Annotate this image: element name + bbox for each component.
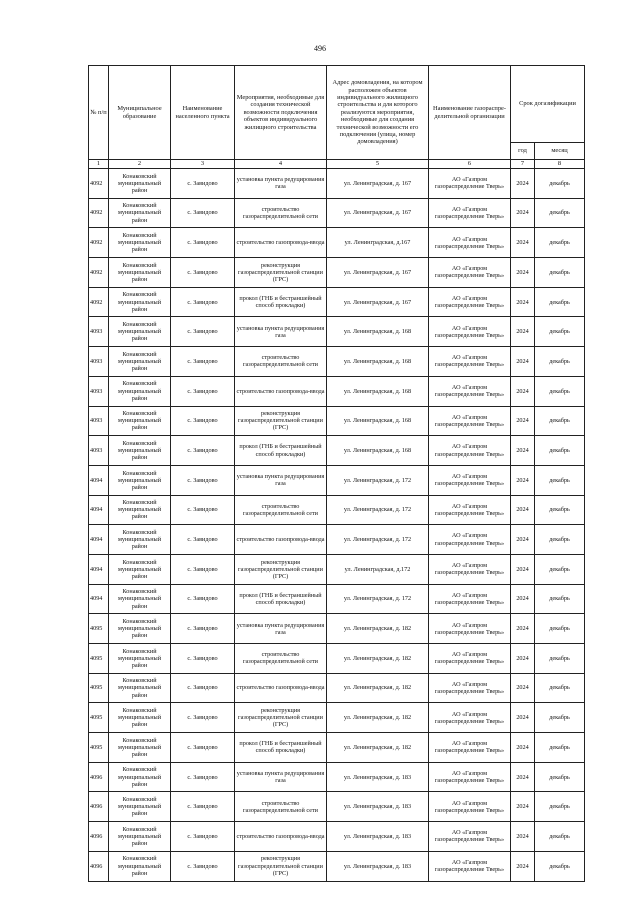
- organization-cell: АО «Газпром газораспределение Тверь»: [429, 792, 511, 822]
- year-cell: 2024: [511, 733, 535, 763]
- organization-cell: АО «Газпром газораспределение Тверь»: [429, 673, 511, 703]
- municipality-cell: Конаковский муниципальный район: [109, 703, 171, 733]
- year-cell: 2024: [511, 317, 535, 347]
- table-row: [89, 406, 585, 436]
- municipality-cell: Конаковский муниципальный район: [109, 287, 171, 317]
- address-cell: ул. Ленинградская, д.167: [327, 228, 429, 258]
- municipality-cell: Конаковский муниципальный район: [109, 851, 171, 881]
- table-row: [89, 703, 585, 733]
- municipality-cell: Конаковский муниципальный район: [109, 406, 171, 436]
- row-number-cell: 4093: [89, 406, 109, 436]
- header-month: месяц: [535, 143, 585, 160]
- organization-cell: АО «Газпром газораспределение Тверь»: [429, 584, 511, 614]
- year-cell: 2024: [511, 822, 535, 852]
- address-cell: ул. Ленинградская, д. 168: [327, 406, 429, 436]
- activity-cell: реконструкция газораспределительной станции (ГРС): [235, 258, 327, 288]
- municipality-cell: Конаковский муниципальный район: [109, 584, 171, 614]
- header-year: год: [511, 143, 535, 160]
- organization-cell: АО «Газпром газораспределение Тверь»: [429, 258, 511, 288]
- address-cell: ул. Ленинградская, д. 172: [327, 465, 429, 495]
- organization-cell: АО «Газпром газораспределение Тверь»: [429, 525, 511, 555]
- year-cell: 2024: [511, 644, 535, 674]
- year-cell: 2024: [511, 258, 535, 288]
- municipality-cell: Конаковский муниципальный район: [109, 317, 171, 347]
- month-cell: декабрь: [535, 376, 585, 406]
- address-cell: ул. Ленинградская, д. 172: [327, 495, 429, 525]
- activity-cell: установка пункта редуцирования газа: [235, 762, 327, 792]
- activity-cell: реконструкция газораспределительной станции (ГРС): [235, 554, 327, 584]
- municipality-cell: Конаковский муниципальный район: [109, 554, 171, 584]
- activity-cell: строительство газопровода-ввода: [235, 525, 327, 555]
- table-row: [89, 258, 585, 288]
- year-cell: 2024: [511, 851, 535, 881]
- municipality-cell: Конаковский муниципальный район: [109, 436, 171, 466]
- settlement-cell: с. Завидово: [171, 228, 235, 258]
- table-row: [89, 525, 585, 555]
- row-number-cell: 4096: [89, 851, 109, 881]
- year-cell: 2024: [511, 228, 535, 258]
- gasification-table: [88, 65, 585, 882]
- row-number-cell: 4093: [89, 347, 109, 377]
- month-cell: декабрь: [535, 584, 585, 614]
- month-cell: декабрь: [535, 317, 585, 347]
- month-cell: декабрь: [535, 436, 585, 466]
- organization-cell: АО «Газпром газораспределение Тверь»: [429, 762, 511, 792]
- settlement-cell: с. Завидово: [171, 258, 235, 288]
- row-number-cell: 4095: [89, 703, 109, 733]
- address-cell: ул. Ленинградская, д. 168: [327, 347, 429, 377]
- month-cell: декабрь: [535, 614, 585, 644]
- settlement-cell: с. Завидово: [171, 554, 235, 584]
- table-body: [89, 169, 585, 882]
- address-cell: ул. Ленинградская, д. 182: [327, 644, 429, 674]
- address-cell: ул. Ленинградская, д. 182: [327, 703, 429, 733]
- table-row: [89, 792, 585, 822]
- activity-cell: строительство газораспределительной сети: [235, 198, 327, 228]
- settlement-cell: с. Завидово: [171, 733, 235, 763]
- settlement-cell: с. Завидово: [171, 614, 235, 644]
- address-cell: ул. Ленинградская, д. 183: [327, 822, 429, 852]
- row-number-cell: 4094: [89, 465, 109, 495]
- row-number-cell: 4094: [89, 495, 109, 525]
- settlement-cell: с. Завидово: [171, 406, 235, 436]
- organization-cell: АО «Газпром газораспределение Тверь»: [429, 169, 511, 199]
- month-cell: декабрь: [535, 733, 585, 763]
- row-number-cell: 4096: [89, 822, 109, 852]
- row-number-cell: 4095: [89, 733, 109, 763]
- activity-cell: прокол (ГНБ и бестраншейный способ прокладки): [235, 287, 327, 317]
- settlement-cell: с. Завидово: [171, 644, 235, 674]
- settlement-cell: с. Завидово: [171, 584, 235, 614]
- activity-cell: строительство газораспределительной сети: [235, 792, 327, 822]
- activity-cell: прокол (ГНБ и бестраншейный способ прокладки): [235, 733, 327, 763]
- table-header: [89, 66, 585, 169]
- header-municipality: Муниципальное образование: [109, 66, 171, 160]
- year-cell: 2024: [511, 703, 535, 733]
- address-cell: ул. Ленинградская, д.172: [327, 554, 429, 584]
- activity-cell: прокол (ГНБ и бестраншейный способ прокладки): [235, 584, 327, 614]
- table-row: [89, 733, 585, 763]
- header-address: Адрес домовладения, на котором расположен объектов индивидуального жилищного строительства и для которого реализуются мероприятия, необходимые для создания технической возможности его подключения (улица, номер домовладения): [327, 66, 429, 160]
- activity-cell: строительство газораспределительной сети: [235, 347, 327, 377]
- column-number: 7: [511, 160, 535, 169]
- year-cell: 2024: [511, 762, 535, 792]
- address-cell: ул. Ленинградская, д. 168: [327, 436, 429, 466]
- address-cell: ул. Ленинградская, д. 168: [327, 317, 429, 347]
- settlement-cell: с. Завидово: [171, 851, 235, 881]
- month-cell: декабрь: [535, 525, 585, 555]
- month-cell: декабрь: [535, 228, 585, 258]
- activity-cell: строительство газопровода-ввода: [235, 228, 327, 258]
- activity-cell: строительство газораспределительной сети: [235, 495, 327, 525]
- address-cell: ул. Ленинградская, д. 167: [327, 169, 429, 199]
- row-number-cell: 4094: [89, 584, 109, 614]
- table-row: [89, 198, 585, 228]
- table-row: [89, 584, 585, 614]
- organization-cell: АО «Газпром газораспределение Тверь»: [429, 406, 511, 436]
- column-number: 8: [535, 160, 585, 169]
- header-num: № п/п: [89, 66, 109, 160]
- table-row: [89, 465, 585, 495]
- year-cell: 2024: [511, 436, 535, 466]
- column-number: 1: [89, 160, 109, 169]
- activity-cell: установка пункта редуцирования газа: [235, 614, 327, 644]
- table-row: [89, 169, 585, 199]
- settlement-cell: с. Завидово: [171, 465, 235, 495]
- header-settlement: Наименование населенного пункта: [171, 66, 235, 160]
- row-number-cell: 4092: [89, 258, 109, 288]
- year-cell: 2024: [511, 584, 535, 614]
- settlement-cell: с. Завидово: [171, 376, 235, 406]
- year-cell: 2024: [511, 376, 535, 406]
- table-row: [89, 347, 585, 377]
- activity-cell: установка пункта редуцирования газа: [235, 169, 327, 199]
- row-number-cell: 4092: [89, 287, 109, 317]
- table-row: [89, 228, 585, 258]
- month-cell: декабрь: [535, 673, 585, 703]
- row-number-cell: 4093: [89, 317, 109, 347]
- address-cell: ул. Ленинградская, д. 182: [327, 614, 429, 644]
- month-cell: декабрь: [535, 495, 585, 525]
- activity-cell: реконструкция газораспределительной станции (ГРС): [235, 406, 327, 436]
- month-cell: декабрь: [535, 851, 585, 881]
- organization-cell: АО «Газпром газораспределение Тверь»: [429, 851, 511, 881]
- municipality-cell: Конаковский муниципальный район: [109, 228, 171, 258]
- year-cell: 2024: [511, 406, 535, 436]
- address-cell: ул. Ленинградская, д. 182: [327, 673, 429, 703]
- organization-cell: АО «Газпром газораспределение Тверь»: [429, 287, 511, 317]
- year-cell: 2024: [511, 465, 535, 495]
- month-cell: декабрь: [535, 554, 585, 584]
- activity-cell: строительство газораспределительной сети: [235, 644, 327, 674]
- municipality-cell: Конаковский муниципальный район: [109, 258, 171, 288]
- table-row: [89, 614, 585, 644]
- row-number-cell: 4096: [89, 762, 109, 792]
- year-cell: 2024: [511, 673, 535, 703]
- activity-cell: реконструкция газораспределительной станции (ГРС): [235, 851, 327, 881]
- row-number-cell: 4092: [89, 228, 109, 258]
- table-row: [89, 495, 585, 525]
- municipality-cell: Конаковский муниципальный район: [109, 733, 171, 763]
- table-row: [89, 644, 585, 674]
- year-cell: 2024: [511, 614, 535, 644]
- year-cell: 2024: [511, 525, 535, 555]
- organization-cell: АО «Газпром газораспределение Тверь»: [429, 733, 511, 763]
- activity-cell: установка пункта редуцирования газа: [235, 465, 327, 495]
- settlement-cell: с. Завидово: [171, 525, 235, 555]
- header-organization: Наименование газораспре-делительной организации: [429, 66, 511, 160]
- address-cell: ул. Ленинградская, д. 167: [327, 258, 429, 288]
- month-cell: декабрь: [535, 792, 585, 822]
- activity-cell: установка пункта редуцирования газа: [235, 317, 327, 347]
- column-number: 6: [429, 160, 511, 169]
- address-cell: ул. Ленинградская, д. 182: [327, 733, 429, 763]
- activity-cell: прокол (ГНБ и бестраншейный способ прокладки): [235, 436, 327, 466]
- address-cell: ул. Ленинградская, д. 183: [327, 762, 429, 792]
- table-row: [89, 554, 585, 584]
- row-number-cell: 4094: [89, 554, 109, 584]
- row-number-cell: 4095: [89, 644, 109, 674]
- row-number-cell: 4093: [89, 376, 109, 406]
- row-number-cell: 4092: [89, 198, 109, 228]
- settlement-cell: с. Завидово: [171, 198, 235, 228]
- month-cell: декабрь: [535, 644, 585, 674]
- month-cell: декабрь: [535, 287, 585, 317]
- organization-cell: АО «Газпром газораспределение Тверь»: [429, 436, 511, 466]
- address-cell: ул. Ленинградская, д. 183: [327, 792, 429, 822]
- row-number-cell: 4095: [89, 673, 109, 703]
- settlement-cell: с. Завидово: [171, 762, 235, 792]
- year-cell: 2024: [511, 287, 535, 317]
- address-cell: ул. Ленинградская, д. 172: [327, 584, 429, 614]
- row-number-cell: 4095: [89, 614, 109, 644]
- organization-cell: АО «Газпром газораспределение Тверь»: [429, 465, 511, 495]
- column-number: 4: [235, 160, 327, 169]
- municipality-cell: Конаковский муниципальный район: [109, 614, 171, 644]
- year-cell: 2024: [511, 495, 535, 525]
- table-row: [89, 436, 585, 466]
- page-number: 496: [314, 44, 326, 53]
- municipality-cell: Конаковский муниципальный район: [109, 169, 171, 199]
- settlement-cell: с. Завидово: [171, 347, 235, 377]
- organization-cell: АО «Газпром газораспределение Тверь»: [429, 198, 511, 228]
- column-number: 2: [109, 160, 171, 169]
- month-cell: декабрь: [535, 822, 585, 852]
- municipality-cell: Конаковский муниципальный район: [109, 762, 171, 792]
- organization-cell: АО «Газпром газораспределение Тверь»: [429, 376, 511, 406]
- organization-cell: АО «Газпром газораспределение Тверь»: [429, 228, 511, 258]
- activity-cell: реконструкция газораспределительной станции (ГРС): [235, 703, 327, 733]
- activity-cell: строительство газопровода-ввода: [235, 822, 327, 852]
- settlement-cell: с. Завидово: [171, 495, 235, 525]
- year-cell: 2024: [511, 792, 535, 822]
- year-cell: 2024: [511, 554, 535, 584]
- municipality-cell: Конаковский муниципальный район: [109, 673, 171, 703]
- settlement-cell: с. Завидово: [171, 287, 235, 317]
- row-number-cell: 4096: [89, 792, 109, 822]
- year-cell: 2024: [511, 347, 535, 377]
- header-activity: Мероприятия, необходимые для создания технической возможности подключения объектов индивидуального жилищного строительства: [235, 66, 327, 160]
- row-number-cell: 4092: [89, 169, 109, 199]
- address-cell: ул. Ленинградская, д. 183: [327, 851, 429, 881]
- municipality-cell: Конаковский муниципальный район: [109, 822, 171, 852]
- municipality-cell: Конаковский муниципальный район: [109, 525, 171, 555]
- month-cell: декабрь: [535, 406, 585, 436]
- activity-cell: строительство газопровода-ввода: [235, 376, 327, 406]
- row-number-cell: 4093: [89, 436, 109, 466]
- month-cell: декабрь: [535, 703, 585, 733]
- month-cell: декабрь: [535, 169, 585, 199]
- header-deadline: Срок догазификации: [511, 66, 585, 143]
- organization-cell: АО «Газпром газораспределение Тверь»: [429, 822, 511, 852]
- municipality-cell: Конаковский муниципальный район: [109, 198, 171, 228]
- settlement-cell: с. Завидово: [171, 792, 235, 822]
- month-cell: декабрь: [535, 762, 585, 792]
- table-row: [89, 673, 585, 703]
- municipality-cell: Конаковский муниципальный район: [109, 644, 171, 674]
- organization-cell: АО «Газпром газораспределение Тверь»: [429, 347, 511, 377]
- settlement-cell: с. Завидово: [171, 703, 235, 733]
- year-cell: 2024: [511, 169, 535, 199]
- address-cell: ул. Ленинградская, д. 167: [327, 198, 429, 228]
- column-number: 3: [171, 160, 235, 169]
- organization-cell: АО «Газпром газораспределение Тверь»: [429, 317, 511, 347]
- column-numbers-row: [89, 160, 585, 169]
- month-cell: декабрь: [535, 347, 585, 377]
- municipality-cell: Конаковский муниципальный район: [109, 347, 171, 377]
- month-cell: декабрь: [535, 465, 585, 495]
- table-row: [89, 287, 585, 317]
- activity-cell: строительство газопровода-ввода: [235, 673, 327, 703]
- organization-cell: АО «Газпром газораспределение Тверь»: [429, 614, 511, 644]
- table-row: [89, 822, 585, 852]
- municipality-cell: Конаковский муниципальный район: [109, 495, 171, 525]
- settlement-cell: с. Завидово: [171, 822, 235, 852]
- table-row: [89, 762, 585, 792]
- organization-cell: АО «Газпром газораспределение Тверь»: [429, 644, 511, 674]
- municipality-cell: Конаковский муниципальный район: [109, 792, 171, 822]
- table-row: [89, 376, 585, 406]
- settlement-cell: с. Завидово: [171, 673, 235, 703]
- address-cell: ул. Ленинградская, д. 168: [327, 376, 429, 406]
- address-cell: ул. Ленинградская, д. 172: [327, 525, 429, 555]
- table-row: [89, 317, 585, 347]
- column-number: 5: [327, 160, 429, 169]
- year-cell: 2024: [511, 198, 535, 228]
- settlement-cell: с. Завидово: [171, 317, 235, 347]
- settlement-cell: с. Завидово: [171, 436, 235, 466]
- organization-cell: АО «Газпром газораспределение Тверь»: [429, 554, 511, 584]
- address-cell: ул. Ленинградская, д. 167: [327, 287, 429, 317]
- municipality-cell: Конаковский муниципальный район: [109, 465, 171, 495]
- month-cell: декабрь: [535, 198, 585, 228]
- municipality-cell: Конаковский муниципальный район: [109, 376, 171, 406]
- table-row: [89, 851, 585, 881]
- row-number-cell: 4094: [89, 525, 109, 555]
- organization-cell: АО «Газпром газораспределение Тверь»: [429, 703, 511, 733]
- month-cell: декабрь: [535, 258, 585, 288]
- organization-cell: АО «Газпром газораспределение Тверь»: [429, 495, 511, 525]
- settlement-cell: с. Завидово: [171, 169, 235, 199]
